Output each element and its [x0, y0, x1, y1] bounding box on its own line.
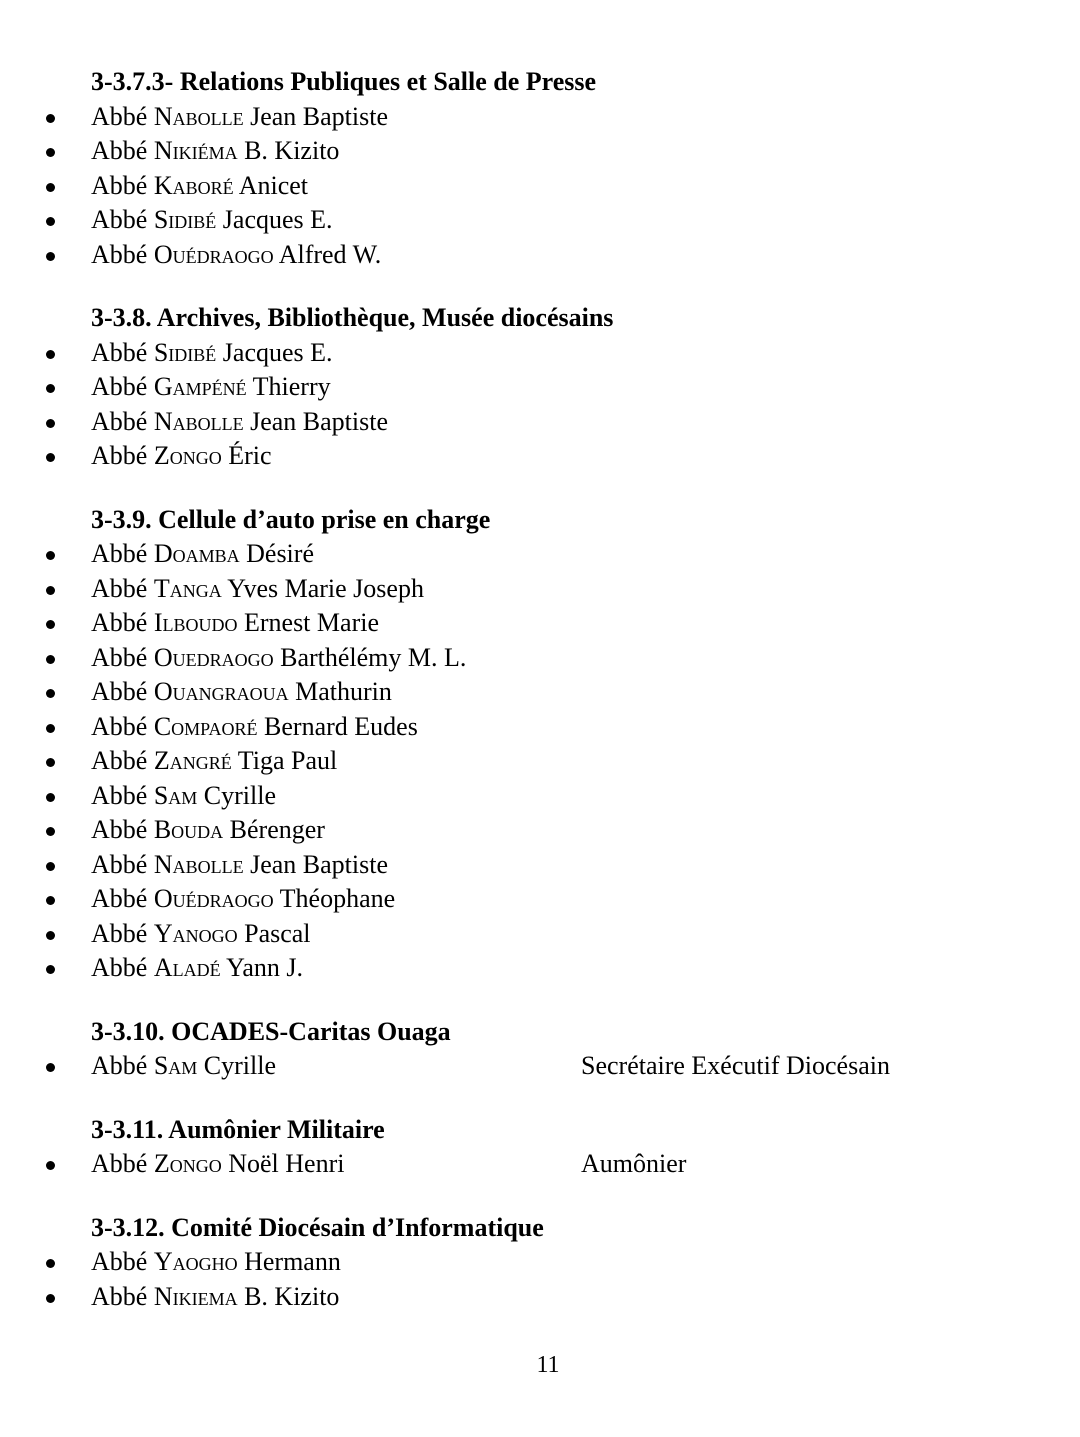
- member-name: [91, 537, 314, 572]
- member-given-name: Pascal: [244, 918, 311, 948]
- member-surname: Zangré: [153, 746, 232, 775]
- section-spacer: [0, 474, 1080, 503]
- member-prefix: Abbé: [91, 406, 148, 436]
- member-given-name: Théophane: [279, 884, 396, 913]
- member-name: [91, 1147, 344, 1182]
- section-spacer: [0, 1182, 1080, 1211]
- member-surname: Sidibé: [153, 205, 217, 234]
- member-surname: Zongo: [153, 1149, 222, 1178]
- member-surname: Bouda: [153, 815, 224, 844]
- member-surname: Yaogho: [153, 1247, 238, 1276]
- bullet-icon: [46, 1161, 55, 1170]
- member-given-name: Yves Marie Joseph: [227, 573, 424, 603]
- bullet-icon: [46, 965, 55, 974]
- member-surname: Nikiema: [153, 1281, 238, 1311]
- member-given-name: Jean Baptiste: [250, 101, 389, 131]
- bullet-icon: [46, 183, 55, 192]
- member-name: [91, 1280, 339, 1315]
- section: [0, 301, 1080, 474]
- member-prefix: Abbé: [91, 136, 148, 165]
- member-surname: Nabolle: [153, 101, 244, 131]
- member-prefix: Abbé: [91, 441, 148, 470]
- member-given-name: Jean Baptiste: [250, 849, 389, 879]
- member-name: [91, 813, 325, 848]
- list-item: [0, 1147, 1080, 1182]
- member-prefix: Abbé: [91, 101, 148, 131]
- member-name: [91, 744, 337, 779]
- member-given-name: Bérenger: [229, 815, 325, 844]
- section-spacer: [0, 1084, 1080, 1113]
- member-name: [91, 779, 276, 814]
- member-prefix: Abbé: [91, 1281, 148, 1311]
- list-item: [0, 203, 1080, 238]
- bullet-icon: [46, 827, 55, 836]
- member-list: [0, 1245, 1080, 1314]
- list-item: [0, 572, 1080, 607]
- member-name: [91, 370, 331, 405]
- member-prefix: Abbé: [91, 205, 148, 234]
- section-heading: 3-3.11. Aumônier Militaire: [91, 1114, 385, 1144]
- member-surname: Sam: [153, 1051, 198, 1080]
- bullet-icon: [46, 586, 55, 595]
- member-given-name: Cyrille: [203, 1051, 277, 1080]
- section-heading: 3-3.12. Comité Diocésain d’Informatique: [91, 1212, 544, 1242]
- section: [0, 1113, 1080, 1182]
- section-heading: 3-3.8. Archives, Bibliothèque, Musée diocésains: [91, 303, 614, 332]
- bullet-icon: [46, 350, 55, 359]
- member-name: [91, 1245, 341, 1280]
- section: [0, 503, 1080, 986]
- member-surname: Nabolle: [153, 406, 244, 436]
- member-prefix: Abbé: [91, 642, 148, 672]
- list-item: [0, 537, 1080, 572]
- member-surname: Ilboudo: [153, 608, 238, 637]
- bullet-icon: [46, 114, 55, 123]
- member-list: [0, 1147, 1080, 1182]
- member-name: [91, 203, 333, 238]
- section: [0, 1211, 1080, 1315]
- list-item: [0, 710, 1080, 745]
- list-item: [0, 405, 1080, 440]
- bullet-icon: [46, 689, 55, 698]
- member-prefix: Abbé: [91, 884, 148, 913]
- list-item: [0, 917, 1080, 952]
- member-given-name: Jacques E.: [222, 337, 333, 367]
- member-list: [0, 100, 1080, 273]
- member-given-name: Noël Henri: [228, 1149, 345, 1178]
- bullet-icon: [46, 896, 55, 905]
- bullet-icon: [46, 620, 55, 629]
- member-surname: Ouangraoua: [153, 677, 289, 706]
- member-prefix: Abbé: [91, 608, 148, 637]
- member-given-name: Thierry: [252, 372, 331, 401]
- member-surname: Zongo: [153, 441, 222, 470]
- member-given-name: B. Kizito: [244, 1281, 340, 1311]
- list-item: [0, 100, 1080, 135]
- bullet-icon: [46, 217, 55, 226]
- page-content: [0, 65, 1080, 1314]
- member-given-name: Yann J.: [226, 953, 303, 982]
- bullet-icon: [46, 551, 55, 560]
- section-heading: 3-3.10. OCADES-Caritas Ouaga: [91, 1016, 451, 1046]
- member-prefix: Abbé: [91, 573, 148, 603]
- member-surname: Compaoré: [153, 711, 258, 741]
- member-prefix: Abbé: [91, 239, 148, 269]
- member-name: [91, 134, 339, 169]
- member-surname: Tanga: [153, 573, 222, 603]
- member-name: [91, 572, 424, 607]
- member-prefix: Abbé: [91, 1149, 148, 1178]
- member-prefix: Abbé: [91, 677, 148, 706]
- member-role: Secrétaire Exécutif Diocésain: [581, 1051, 890, 1080]
- member-prefix: Abbé: [91, 815, 148, 844]
- member-given-name: Cyrille: [203, 780, 277, 810]
- member-name: [91, 169, 308, 204]
- list-item: [0, 779, 1080, 814]
- member-surname: Doamba: [153, 539, 240, 568]
- list-item: [0, 439, 1080, 474]
- member-given-name: Bernard Eudes: [264, 711, 418, 741]
- member-surname: Ouédraogo: [153, 884, 274, 913]
- section: [0, 1015, 1080, 1084]
- list-item: [0, 238, 1080, 273]
- member-surname: Yanogo: [153, 918, 238, 948]
- bullet-icon: [46, 419, 55, 428]
- member-given-name: Mathurin: [295, 677, 392, 706]
- section-spacer: [0, 272, 1080, 301]
- member-given-name: Éric: [228, 441, 272, 470]
- bullet-icon: [46, 148, 55, 157]
- member-prefix: Abbé: [91, 539, 148, 568]
- member-given-name: Jacques E.: [222, 205, 333, 234]
- list-item: [0, 336, 1080, 371]
- member-name: [91, 951, 303, 986]
- list-item: [0, 848, 1080, 883]
- bullet-icon: [46, 862, 55, 871]
- bullet-icon: [46, 384, 55, 393]
- bullet-icon: [46, 758, 55, 767]
- member-surname: Sidibé: [153, 337, 217, 367]
- member-name: [91, 606, 379, 641]
- list-item: [0, 1245, 1080, 1280]
- member-name: [91, 917, 311, 952]
- member-prefix: Abbé: [91, 711, 148, 741]
- member-surname: Gampéné: [153, 372, 247, 401]
- member-given-name: B. Kizito: [244, 136, 340, 165]
- member-name: [91, 405, 388, 440]
- member-name: [91, 336, 333, 371]
- member-name: [91, 848, 388, 883]
- member-name: [91, 641, 466, 676]
- section-heading: 3-3.9. Cellule d’auto prise en charge: [91, 504, 491, 534]
- section-heading: 3-3.7.3- Relations Publiques et Salle de Presse: [91, 67, 597, 96]
- member-name: [91, 675, 392, 710]
- member-prefix: Abbé: [91, 1051, 148, 1080]
- member-prefix: Abbé: [91, 337, 148, 367]
- member-given-name: Alfred W.: [278, 239, 382, 269]
- section-spacer: [0, 986, 1080, 1015]
- member-list: [0, 336, 1080, 474]
- list-item: [0, 169, 1080, 204]
- bullet-icon: [46, 724, 55, 733]
- bullet-icon: [46, 655, 55, 664]
- member-surname: Ouedraogo: [153, 642, 274, 672]
- member-name: [91, 100, 388, 135]
- section: [0, 65, 1080, 272]
- list-item: [0, 606, 1080, 641]
- member-given-name: Hermann: [244, 1247, 341, 1276]
- member-prefix: Abbé: [91, 918, 148, 948]
- member-prefix: Abbé: [91, 849, 148, 879]
- member-prefix: Abbé: [91, 780, 148, 810]
- member-name: [91, 238, 381, 273]
- member-given-name: Jean Baptiste: [250, 406, 389, 436]
- list-item: [0, 1280, 1080, 1315]
- member-given-name: Barthélémy M. L.: [280, 642, 467, 672]
- member-given-name: Désiré: [246, 539, 314, 568]
- member-name: [91, 439, 272, 474]
- member-name: [91, 882, 395, 917]
- member-prefix: Abbé: [91, 170, 148, 200]
- list-item: [0, 134, 1080, 169]
- member-prefix: Abbé: [91, 372, 148, 401]
- member-surname: Nikiéma: [153, 136, 238, 165]
- bullet-icon: [46, 793, 55, 802]
- member-role: Aumônier: [581, 1149, 687, 1178]
- bullet-icon: [46, 1294, 55, 1303]
- bullet-icon: [46, 1259, 55, 1268]
- list-item: [0, 641, 1080, 676]
- list-item: [0, 1049, 1080, 1084]
- member-name: [91, 710, 418, 745]
- bullet-icon: [46, 453, 55, 462]
- member-surname: Ouédraogo: [153, 239, 274, 269]
- member-prefix: Abbé: [91, 953, 148, 982]
- list-item: [0, 882, 1080, 917]
- member-prefix: Abbé: [91, 1247, 148, 1276]
- member-given-name: Tiga Paul: [237, 746, 338, 775]
- list-item: [0, 951, 1080, 986]
- member-list: [0, 537, 1080, 986]
- member-name: [91, 1049, 276, 1084]
- bullet-icon: [46, 252, 55, 261]
- list-item: [0, 675, 1080, 710]
- member-surname: Kaboré: [153, 170, 234, 200]
- member-surname: Sam: [153, 780, 198, 810]
- page-number: 11: [536, 1352, 560, 1378]
- member-surname: Aladé: [153, 953, 221, 982]
- list-item: [0, 744, 1080, 779]
- bullet-icon: [46, 1063, 55, 1072]
- member-surname: Nabolle: [153, 849, 244, 879]
- member-given-name: Anicet: [238, 170, 308, 200]
- member-given-name: Ernest Marie: [243, 608, 379, 637]
- bullet-icon: [46, 931, 55, 940]
- list-item: [0, 370, 1080, 405]
- member-prefix: Abbé: [91, 746, 148, 775]
- member-list: [0, 1049, 1080, 1084]
- list-item: [0, 813, 1080, 848]
